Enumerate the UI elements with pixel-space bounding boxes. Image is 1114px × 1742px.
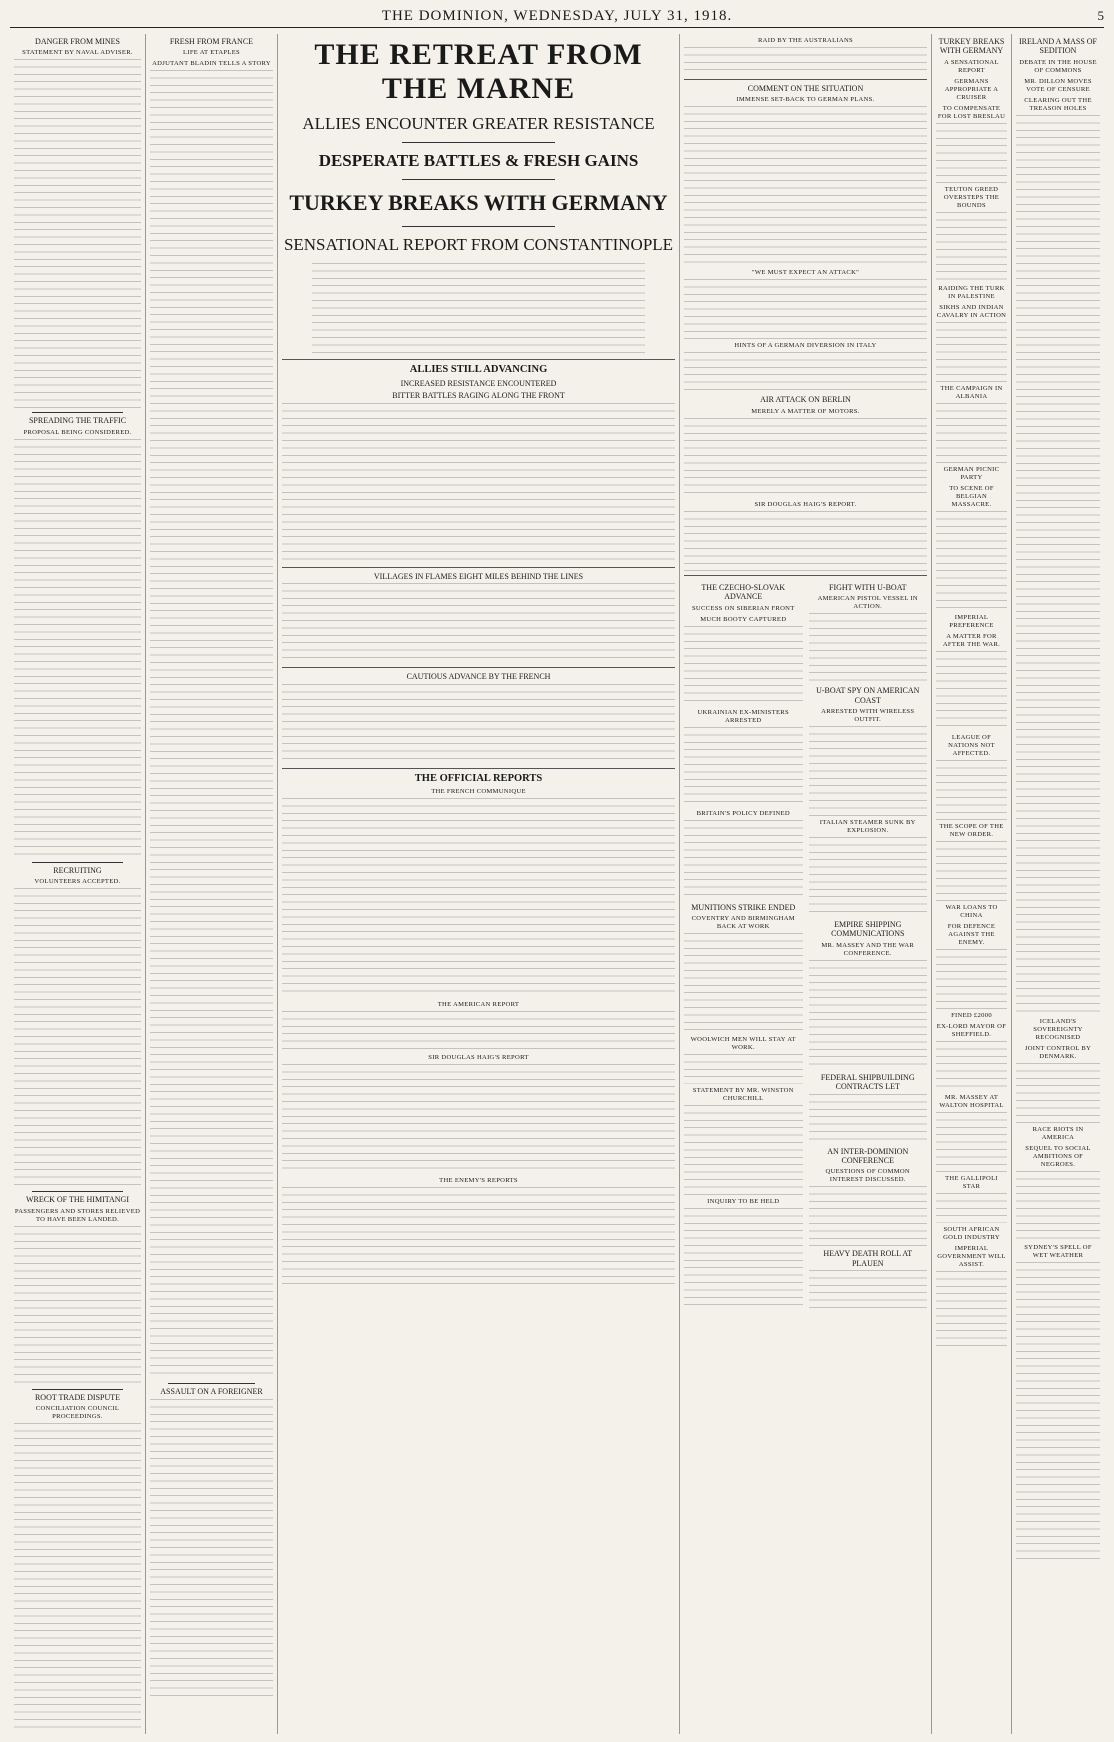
headline: FRESH FROM FRANCE [169,37,254,46]
subheadline: MR. MASSEY AND THE WAR CONFERENCE. [821,941,915,957]
subheadline: PASSENGERS AND STORES RELIEVED TO HAVE BEEN LANDED. [14,1207,141,1223]
headline: AN INTER-DOMINION CONFERENCE [827,1146,909,1166]
article-body [684,418,927,498]
subheadline: PROPOSAL BEING CONSIDERED. [23,428,132,436]
article-body [684,1054,803,1084]
subheadline: INCREASED RESISTANCE ENCOUNTERED [400,379,557,388]
page-number: 5 [1097,8,1104,23]
subheadline: A SENSATIONAL REPORT [944,58,999,74]
subheadline: LEAGUE OF NATIONS NOT AFFECTED. [948,733,995,757]
subheadline: CLEARING OUT THE TREASON HOLES [1024,96,1092,112]
headline: THE CZECHO-SLOVAK ADVANCE [701,582,786,602]
column-1 [10,34,146,1734]
article-body [809,837,928,917]
headline: VILLAGES IN FLAMES EIGHT MILES BEHIND THE LINES [373,571,584,581]
subheadline: SIR DOUGLAS HAIG'S REPORT. [754,500,857,508]
headline: ASSAULT ON A FOREIGNER [160,1387,263,1397]
headline: THE OFFICIAL REPORTS [414,772,543,784]
subheadline: WOOLWICH MEN WILL STAY AT WORK. [690,1036,796,1052]
article-body [1016,1262,1100,1562]
headline: SPREADING THE TRAFFIC [28,416,127,426]
headline: IRELAND A MASS OF SEDITION [1018,37,1097,56]
main-deck: DESPERATE BATTLES & FRESH GAINS [318,151,639,170]
main-deck: TURKEY BREAKS WITH GERMANY [289,190,668,215]
article-body [936,651,1007,731]
article-body [684,933,803,1033]
article-body [282,684,675,764]
subheadline: INQUIRY TO BE HELD [707,1198,780,1206]
subheadline: THE ENEMY'S REPORTS [439,1176,518,1184]
headline: TURKEY BREAKS WITH GERMANY [938,37,1005,56]
subheadline: COVENTRY AND BIRMINGHAM BACK AT WORK [691,915,795,931]
subheadline: SEQUEL TO SOCIAL AMBITIONS OF NEGROES. [1025,1144,1091,1168]
subheadline: FINED £2000 [951,1011,992,1019]
masthead-title: THE DOMINION, WEDNESDAY, JULY 31, 1918. [381,8,733,24]
article-body [809,960,928,1070]
article-body [936,511,1007,611]
article-body [936,760,1007,820]
subheadline: TO SCENE OF BELGIAN MASSACRE. [949,484,994,508]
headline: WRECK OF THE HIMITANGI [26,1195,129,1205]
main-deck: SENSATIONAL REPORT FROM CONSTANTINOPLE [283,235,674,254]
headline: EMPIRE SHIPPING COMMUNICATIONS [831,920,905,939]
article-body [1016,115,1100,1015]
subheadline: EX-LORD MAYOR OF SHEFFIELD. [936,1022,1007,1038]
subheadline: VOLUNTEERS ACCEPTED. [34,878,121,886]
column-2 [146,34,278,1734]
subheadline: HINTS OF A GERMAN DIVERSION IN ITALY [734,342,877,350]
subheadline: BRITAIN'S POLICY DEFINED [696,809,790,817]
subheadline: MERELY A MATTER OF MOTORS. [751,407,860,415]
subheadline: ICELAND'S SOVEREIGNTY RECOGNISED [1033,1017,1083,1041]
headline: CAUTIOUS ADVANCE BY THE FRENCH [406,672,551,682]
subheadline: ARRESTED WITH WIRELESS OUTFIT. [821,708,915,724]
subheadline: DEBATE IN THE HOUSE OF COMMONS [1019,58,1097,74]
article-body [684,47,927,75]
article-body [684,820,803,900]
subheadline: MR. DILLON MOVES VOTE OF CENSURE [1024,77,1092,93]
subheadline: MUCH BOOTY CAPTURED [700,615,787,623]
article-body [684,727,803,807]
subheadline: SUCCESS ON SIBERIAN FRONT [691,604,795,612]
main-deck: ALLIES ENCOUNTER GREATER RESISTANCE [302,114,655,133]
article-body [809,1094,928,1144]
headline: FIGHT WITH U-BOAT [829,582,907,592]
subheadline: THE SCOPE OF THE NEW ORDER. [939,822,1004,838]
headline: RECRUITING [53,865,102,875]
headline: ALLIES STILL ADVANCING [409,364,548,375]
article-body [282,583,675,663]
subheadline: WAR LOANS TO CHINA [945,903,998,919]
article-body [809,1270,928,1310]
subheadline: RAIDING THE TURK IN PALESTINE [938,284,1005,300]
article-body [282,403,675,563]
subheadline: SYDNEY'S SPELL OF WET WEATHER [1024,1243,1092,1259]
article-body [936,949,1007,1009]
subheadline: RACE RIOTS IN AMERICA [1032,1125,1084,1141]
article-body [1016,1171,1100,1241]
subheadline: SIKHS AND INDIAN CAVALRY IN ACTION [936,303,1007,319]
headline: HEAVY DEATH ROLL AT PLAUEN [823,1249,913,1268]
article-body [684,279,927,339]
subheadline: A MATTER FOR AFTER THE WAR. [942,632,1001,648]
columns [10,34,1104,1734]
subheadline: ITALIAN STEAMER SUNK BY EXPLOSION. [819,819,916,835]
headline: AIR ATTACK ON BERLIN [760,395,851,405]
article-body [936,1271,1007,1351]
subheadline: ADJUTANT BLADIN TELLS A STORY [152,60,271,68]
article-body [14,1423,141,1734]
article-body [936,1041,1007,1091]
subheadline: THE FRENCH COMMUNIQUE [431,787,526,795]
column-6 [1012,34,1104,1734]
article-body [936,212,1007,282]
article-body [312,263,645,353]
article-body [150,70,273,1380]
subheadline: SOUTH AFRICAN GOLD INDUSTRY [943,1225,1000,1241]
subheadline: STATEMENT BY MR. WINSTON CHURCHILL [692,1087,794,1103]
article-body [684,511,927,571]
column-5 [932,34,1012,1734]
article-body [14,439,141,859]
subheadline: QUESTIONS OF COMMON INTEREST DISCUSSED. [825,1168,910,1184]
subheadline: GERMAN PICNIC PARTY [943,465,1000,481]
article-body [14,1226,141,1386]
article-body [936,123,1007,183]
subheadline: MR. MASSEY AT WALTON HOSPITAL [939,1093,1004,1109]
article-body [809,613,928,683]
article-body [936,322,1007,382]
column-4-right [809,580,928,1310]
article-body [14,59,141,409]
article-body [282,1064,675,1174]
headline: COMMENT ON THE SITUATION [747,84,864,93]
subheadline: IMMENSE SET-BACK TO GERMAN PLANS. [736,96,875,104]
main-headline: THE RETREAT FROM THE MARNE [314,38,643,105]
masthead [10,8,1104,28]
article-body [936,1112,1007,1172]
article-body [14,888,141,1188]
subheadline: THE CAMPAIGN IN ALBANIA [940,384,1003,400]
subheadline: UKRAINIAN EX-MINISTERS ARRESTED [697,708,789,724]
article-body [684,352,927,392]
subheadline: LIFE AT ETAPLES [183,49,240,57]
subheadline: TEUTON GREED OVERSTEPS THE BOUNDS [943,185,1000,209]
subheadline: THE GALLIPOLI STAR [945,1174,998,1190]
headline: RAID BY THE AUSTRALIANS [757,37,853,44]
headline: FEDERAL SHIPBUILDING CONTRACTS LET [820,1072,915,1092]
headline: ROOT TRADE DISPUTE [34,1392,121,1402]
subheadline: AMERICAN PISTOL VESSEL IN ACTION. [817,595,918,611]
subheadline: THE AMERICAN REPORT [437,1000,520,1008]
article-body [282,1011,675,1051]
subheadline: CONCILIATION COUNCIL PROCEEDINGS. [35,1405,120,1421]
subheadline: TO COMPENSATE FOR LOST BRESLAU [937,104,1006,120]
column-4 [680,34,932,1734]
article-body [684,626,803,706]
article-body [809,726,928,816]
headline: MUNITIONS STRIKE ENDED [691,902,796,912]
article-body [282,1187,675,1287]
subheadline: FOR DEFENCE AGAINST THE ENEMY. [947,922,996,946]
subheadline: IMPERIAL GOVERNMENT WILL ASSIST. [937,1244,1006,1268]
article-body [150,1399,273,1699]
article-body [684,1105,803,1195]
subheadline: SIR DOUGLAS HAIG'S REPORT [428,1053,529,1061]
article-body [936,403,1007,463]
headline: U-BOAT SPY ON AMERICAN COAST [816,686,920,705]
subheadline: "WE MUST EXPECT AN ATTACK" [751,269,860,277]
column-4-left [684,580,803,1310]
subheadline: IMPERIAL PREFERENCE [949,613,994,629]
subheadline: BITTER BATTLES RAGING ALONG THE FRONT [392,391,565,401]
headline: DANGER FROM MINES [35,37,120,46]
article-body [684,1208,803,1308]
main-story [278,34,680,1734]
article-body [936,841,1007,901]
article-body [282,798,675,998]
subheadline: STATEMENT BY NAVAL ADVISER. [22,49,133,57]
article-body [684,106,927,266]
article-body [936,1193,1007,1223]
article-body [1016,1063,1100,1123]
subheadline: GERMANS APPROPRIATE A CRUISER [944,77,999,101]
subheadline: JOINT CONTROL BY DENMARK. [1024,1044,1092,1060]
article-body [809,1186,928,1246]
